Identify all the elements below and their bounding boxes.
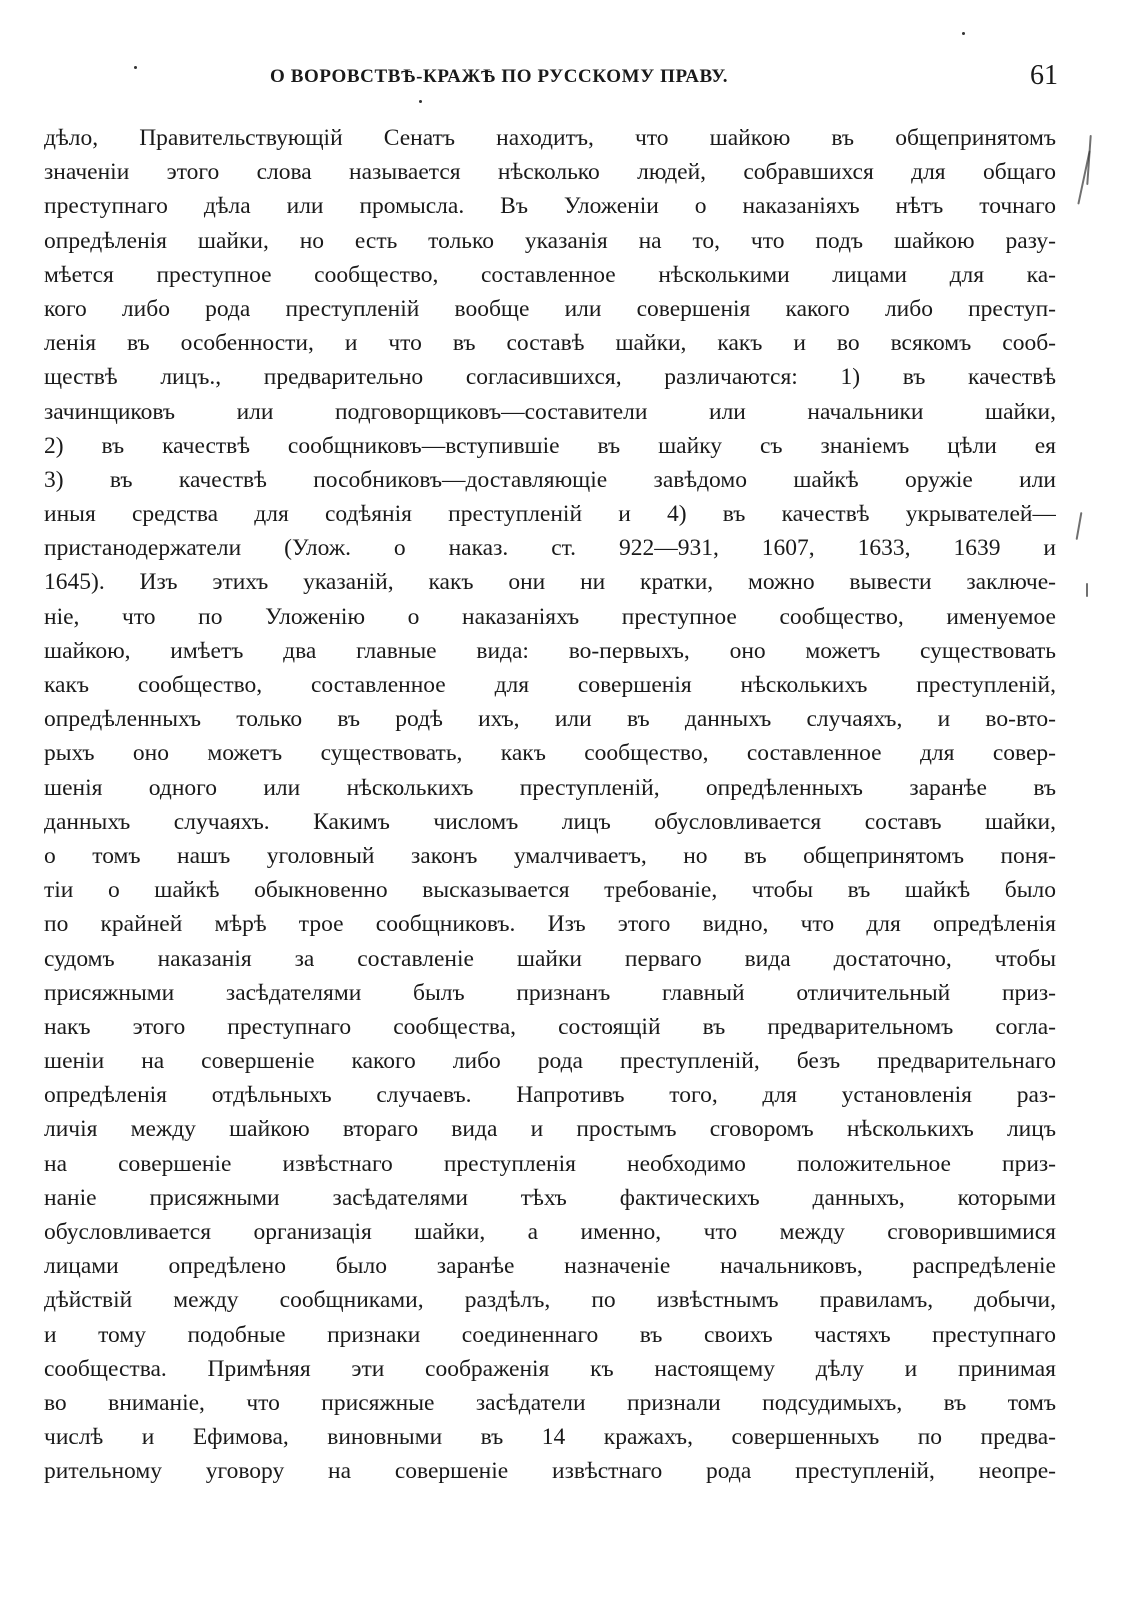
text-line: накъ этого преступнаго сообщества, состоящій въ предварительномъ согла- <box>44 1013 1056 1040</box>
text-line: 1645). Изъ этихъ указаній, какъ они ни кратки, можно вывести заключе- <box>44 569 1056 596</box>
text-line: опредѣленія отдѣльныхъ случаевъ. Напротивъ того, для установленія раз- <box>44 1082 1056 1109</box>
margin-pencil-mark <box>1086 583 1088 597</box>
text-line: шайкою, имѣетъ два главные вида: во-первыхъ, оно можетъ существовать <box>44 637 1056 664</box>
margin-pencil-mark <box>1076 512 1083 540</box>
text-line: дѣйствій между сообщниками, раздѣлъ, по извѣстнымъ правиламъ, добычи, <box>44 1287 1056 1314</box>
text-line: пристанодержатели (Улож. о наказ. ст. 922—931, 1607, 1633, 1639 и <box>44 535 1056 562</box>
text-line: и тому подобные признаки соединеннаго въ своихъ частяхъ преступнаго <box>44 1321 1056 1348</box>
text-line: ленія въ особенности, и что въ составѣ шайки, какъ и во всякомъ сооб- <box>44 330 1056 357</box>
text-line: 3) въ качествѣ пособниковъ—доставляющіе завѣдомо шайкѣ оружіе или <box>44 466 1056 493</box>
text-line: 2) въ качествѣ сообщниковъ—вступившіе въ шайку съ знаніемъ цѣли ея <box>44 432 1056 459</box>
scan-speck <box>962 32 965 35</box>
text-line: преступнаго дѣла или промысла. Въ Уложеніи о наказаніяхъ нѣтъ точнаго <box>44 193 1056 220</box>
text-line: рительному уговору на совершеніе извѣстнаго рода преступленій, неопре- <box>44 1458 1056 1485</box>
text-line: присяжными засѣдателями былъ признанъ главный отличительный приз- <box>44 979 1056 1006</box>
text-line: ществѣ лицъ., предварительно согласившихся, различаются: 1) въ качествѣ <box>44 364 1056 391</box>
text-line: на совершеніе извѣстнаго преступленія необходимо положительное приз- <box>44 1150 1056 1177</box>
scan-speck <box>134 66 137 69</box>
text-line: числѣ и Ефимова, виновными въ 14 кражахъ, совершенныхъ по предва- <box>44 1424 1056 1451</box>
text-line: шеніи на совершеніе какого либо рода преступленій, безъ предварительнаго <box>44 1048 1056 1075</box>
text-line: тіи о шайкѣ обыкновенно высказывается требованіе, чтобы въ шайкѣ было <box>44 877 1056 904</box>
text-line: какъ сообщество, составленное для совершенія нѣсколькихъ преступленій, <box>44 672 1056 698</box>
text-line: рыхъ оно можетъ существовать, какъ сообщество, составленное для совер- <box>44 740 1056 767</box>
text-line: судомъ наказанія за составленіе шайки перваго вида достаточно, чтобы <box>44 945 1056 972</box>
text-line: шенія одного или нѣсколькихъ преступленій, опредѣленныхъ заранѣе въ <box>44 774 1056 801</box>
text-line: мѣется преступное сообщество, составленное нѣсколькими лицами для ка- <box>44 261 1056 288</box>
text-line: данныхъ случаяхъ. Какимъ числомъ лицъ обусловливается составъ шайки, <box>44 808 1056 835</box>
text-line: личія между шайкою втораго вида и простымъ сговоромъ нѣсколькихъ лицъ <box>44 1116 1056 1143</box>
text-line: ніе, что по Уложенію о наказаніяхъ преступное сообщество, именуемое <box>44 603 1056 630</box>
text-line: во вниманіе, что присяжные засѣдатели признали подсудимыхъ, въ томъ <box>44 1389 1056 1416</box>
text-line: лицами опредѣлено было заранѣе назначеніе начальниковъ, распредѣленіе <box>44 1253 1056 1280</box>
text-line: обусловливается организація шайки, а именно, что между сговорившимися <box>44 1219 1056 1245</box>
text-line: иныя средства для содѣянія преступленій и 4) въ качествѣ укрывателей— <box>44 501 1056 528</box>
text-line: опредѣленныхъ только въ родѣ ихъ, или въ данныхъ случаяхъ, и во-вто- <box>44 706 1056 733</box>
text-line: сообщества. Примѣняя эти соображенія къ настоящему дѣлу и принимая <box>44 1355 1056 1382</box>
scan-speck <box>419 100 422 103</box>
body-text <box>44 121 1056 1489</box>
page-number: 61 <box>1030 60 1058 91</box>
text-line: наніе присяжными засѣдателями тѣхъ фактическихъ данныхъ, которыми <box>44 1184 1056 1211</box>
text-line: по крайней мѣрѣ трое сообщниковъ. Изъ этого видно, что для опредѣленія <box>44 911 1056 938</box>
text-line: о томъ нашъ уголовный законъ умалчиваетъ, но въ общепринятомъ поня- <box>44 842 1056 869</box>
text-line: дѣло, Правительствующій Сенатъ находитъ, что шайкою въ общепринятомъ <box>44 125 1056 151</box>
text-line: значеніи этого слова называется нѣсколько людей, собравшихся для общаго <box>44 159 1056 186</box>
running-head <box>40 58 1060 98</box>
text-line: опредѣленія шайки, но есть только указанія на то, что подъ шайкою разу- <box>44 227 1056 254</box>
text-line: зачинщиковъ или подговорщиковъ—составители или начальники шайки, <box>44 398 1056 425</box>
running-title: О ВОРОВСТВѢ-КРАЖѢ ПО РУССКОМУ ПРАВУ. <box>270 66 729 87</box>
text-line: кого либо рода преступленій вообще или совершенія какого либо преступ- <box>44 295 1056 322</box>
